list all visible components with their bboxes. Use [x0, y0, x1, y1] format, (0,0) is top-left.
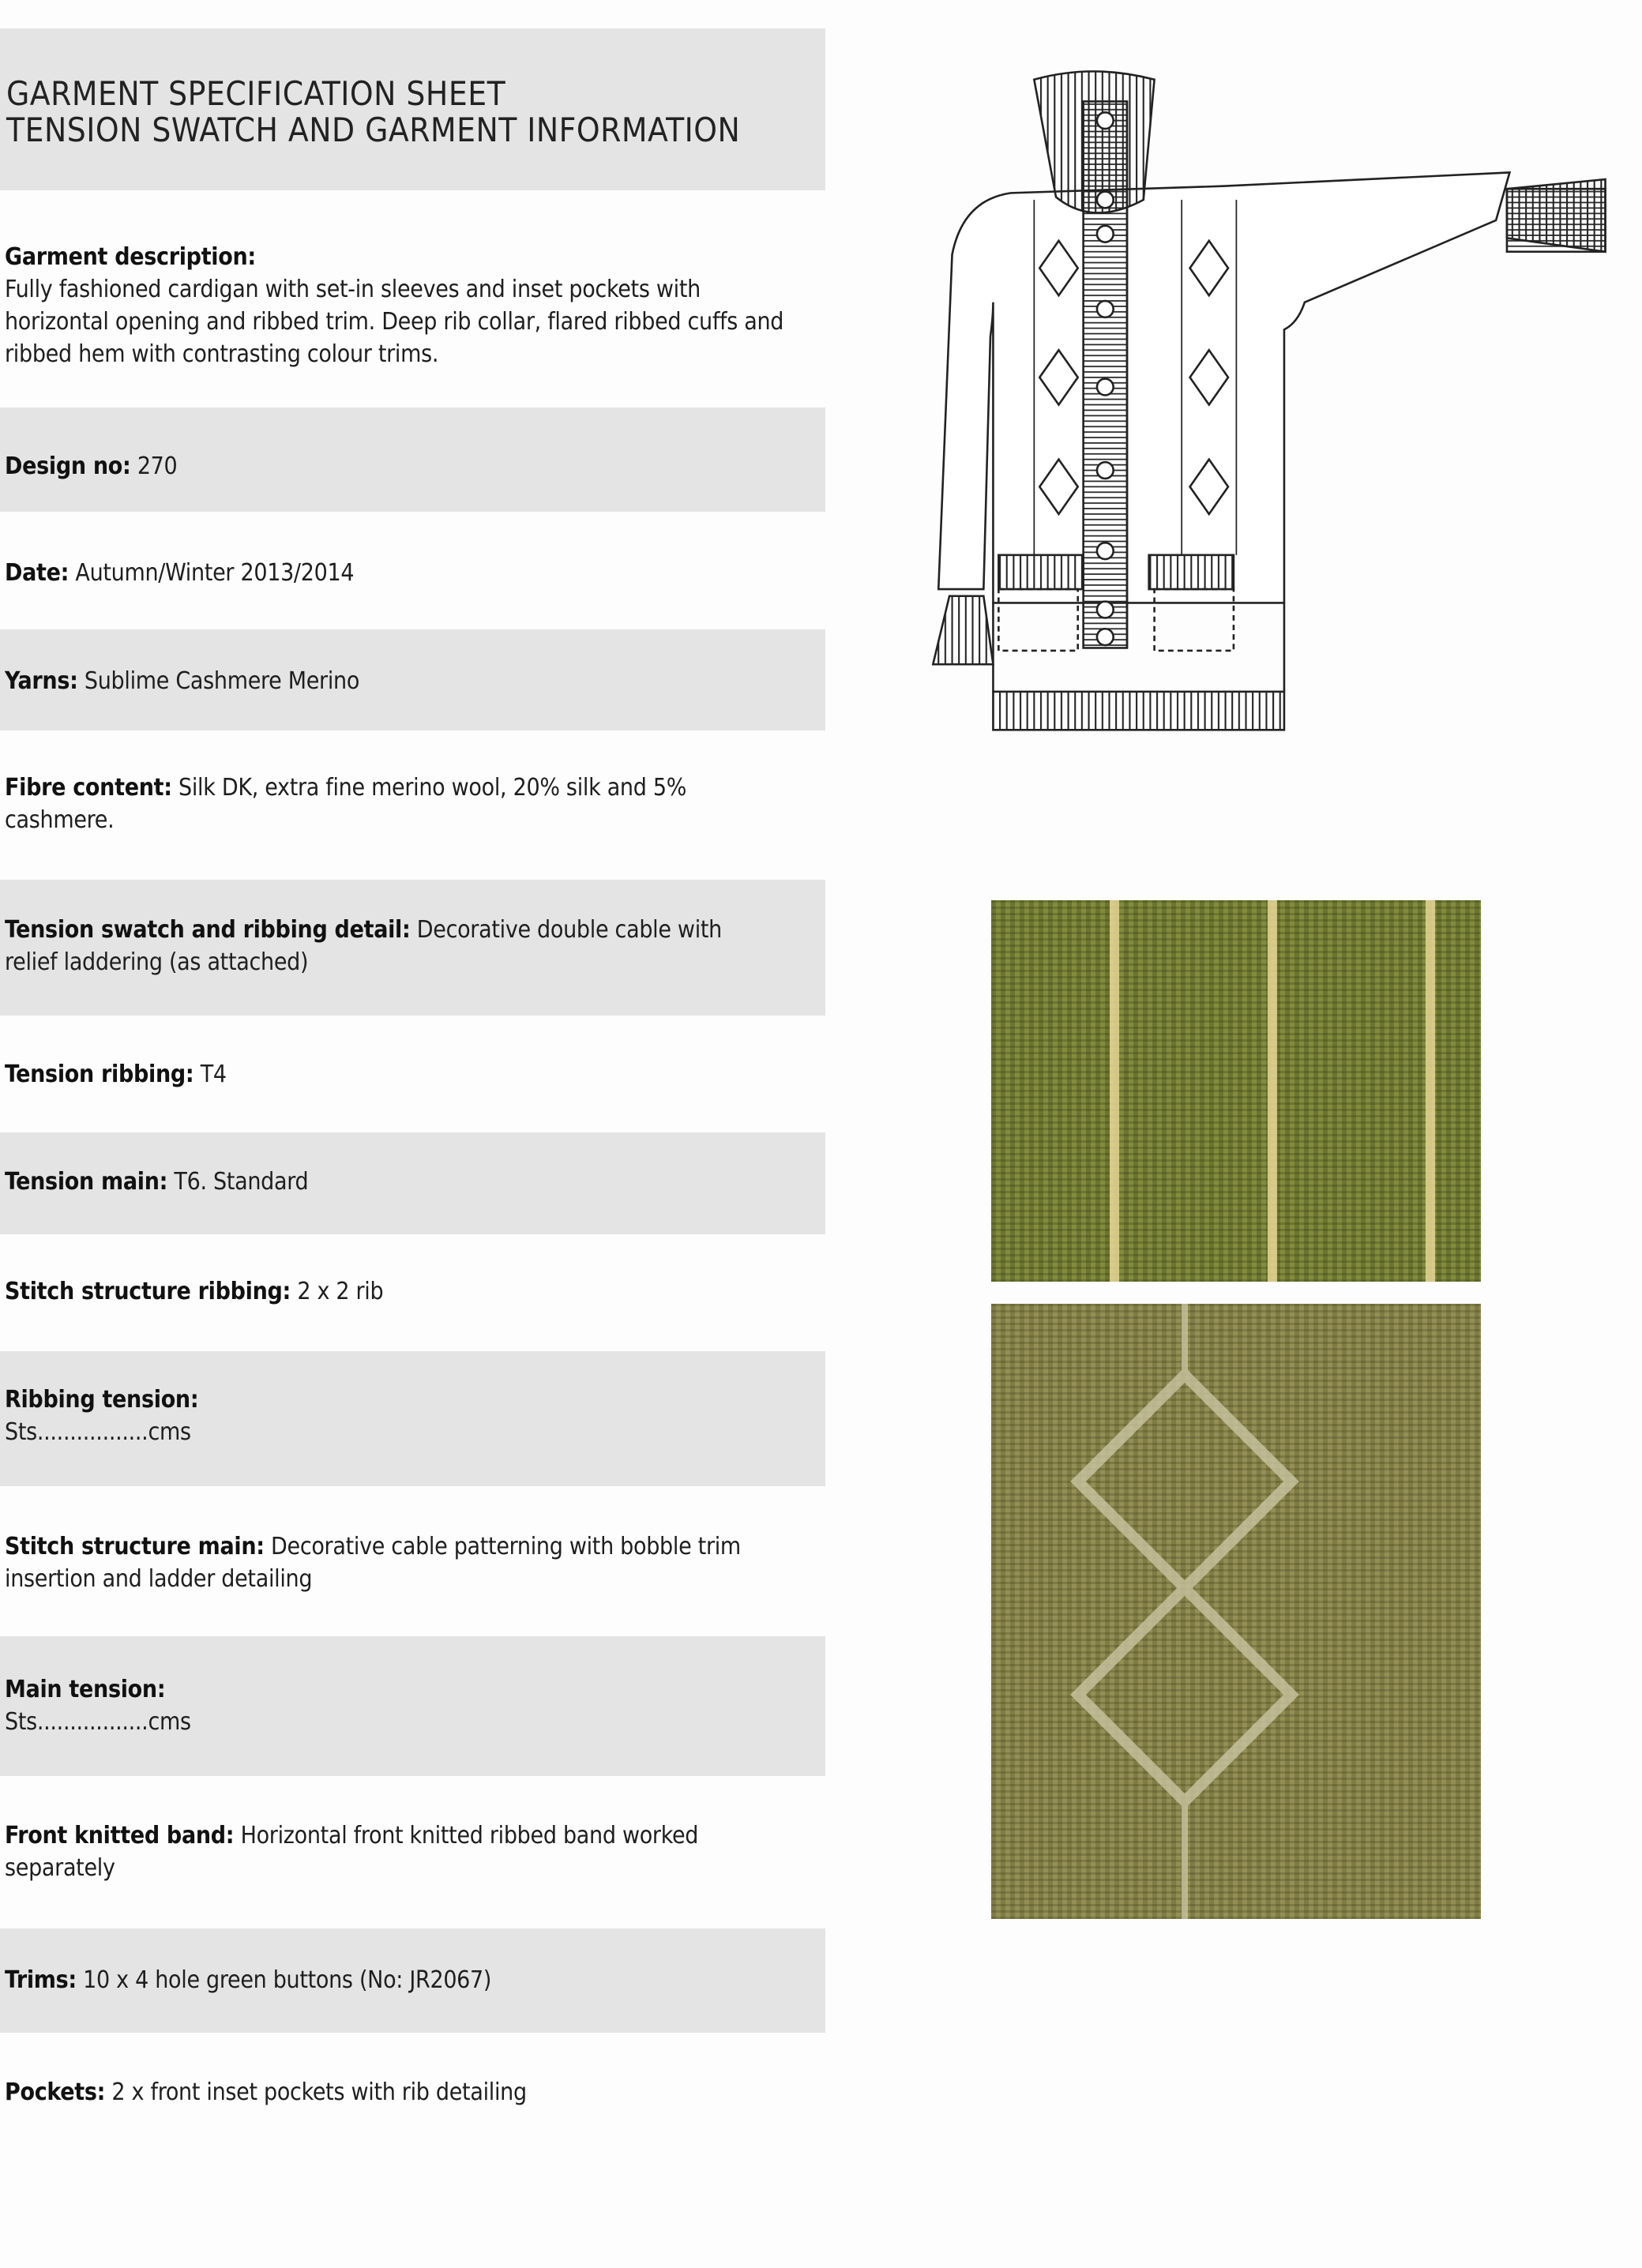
- field-stitch-structure-ribbing: [5, 1275, 802, 1308]
- field-label: Date:: [5, 559, 70, 587]
- field-label: Fibre content:: [5, 774, 172, 802]
- field-value: T6. Standard: [174, 1168, 309, 1196]
- field-label: Stitch structure ribbing:: [5, 1278, 291, 1305]
- field-value: 2 x front inset pockets with rib detailing: [111, 2078, 527, 2106]
- field-value: Autumn/Winter 2013/2014: [75, 559, 355, 587]
- field-label: Stitch structure main:: [5, 1533, 265, 1560]
- title-line-1: GARMENT SPECIFICATION SHEET: [6, 74, 506, 113]
- title-line-2: TENSION SWATCH AND GARMENT INFORMATION: [6, 111, 741, 149]
- field-value: Silk DK, extra fine merino wool, 20% silk and 5% cashmere.: [5, 774, 687, 834]
- field-main-tension: [5, 1673, 802, 1738]
- field-label: Trims:: [5, 1966, 77, 1994]
- field-stitch-structure-main: [5, 1530, 747, 1595]
- field-label: Ribbing tension:: [5, 1386, 199, 1414]
- field-value: 270: [137, 452, 178, 480]
- field-tension-main: [5, 1166, 802, 1198]
- cable-diamond-pattern: [991, 1304, 1481, 1919]
- page-title: [6, 76, 740, 148]
- field-value: 2 x 2 rib: [297, 1278, 384, 1305]
- field-fibre-content: [5, 772, 739, 836]
- cardigan-technical-drawing: [908, 63, 1619, 853]
- field-label: Garment description:: [5, 243, 256, 271]
- field-value: Decorative cable patterning with bobble trim insertion and ladder detailing: [5, 1533, 741, 1593]
- tension-swatch-main-photo: [991, 1304, 1481, 1919]
- field-label: Front knitted band:: [5, 1822, 235, 1849]
- field-ribbing-tension: [5, 1384, 802, 1448]
- field-yarns: [5, 665, 802, 697]
- field-label: Tension ribbing:: [5, 1061, 194, 1088]
- field-value: Horizontal front knitted ribbed band worked separately: [5, 1822, 699, 1882]
- field-value: Sts.................cms: [5, 1708, 191, 1736]
- field-label: Yarns:: [5, 667, 78, 695]
- field-value: Fully fashioned cardigan with set-in sleeves and inset pockets with horizontal opening and ribbed trim. Deep rib collar, flared ribbed cuffs and ribbed hem with contrasting colour trims.: [5, 276, 784, 368]
- field-label: Main tension:: [5, 1676, 166, 1703]
- field-front-knitted-band: [5, 1819, 763, 1884]
- field-value: Sublime Cashmere Merino: [84, 667, 360, 695]
- field-pockets: [5, 2076, 802, 2108]
- field-label: Tension swatch and ribbing detail:: [5, 916, 411, 944]
- field-tension-ribbing: [5, 1058, 802, 1091]
- field-trims: [5, 1964, 802, 1996]
- field-value: Decorative double cable with relief laddering (as attached): [5, 916, 722, 976]
- field-label: Design no:: [5, 452, 131, 480]
- field-value: Sts.................cms: [5, 1418, 191, 1446]
- field-design-no: [5, 450, 802, 483]
- field-date: [5, 557, 802, 589]
- field-value: 10 x 4 hole green buttons (No: JR2067): [83, 1966, 492, 1994]
- field-value: T4: [200, 1061, 227, 1088]
- field-label: Pockets:: [5, 2078, 106, 2106]
- field-tension-swatch: [5, 914, 779, 978]
- field-garment-description: [5, 241, 802, 370]
- tension-swatch-ribbing-photo: [991, 900, 1481, 1282]
- field-label: Tension main:: [5, 1168, 168, 1196]
